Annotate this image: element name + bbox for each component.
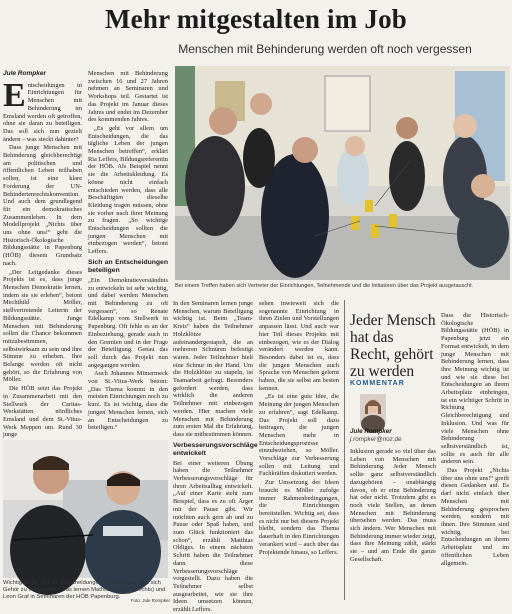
col3-subhead: Verbesserungsvorschläge entwickelt bbox=[173, 441, 258, 457]
col2-paragraph-1: Menschen mit Behinderung zwischen 16 und 27 Jahren nehmen an Seminaren und Workshops teil. Gestartet ist das Projekt im Januar dieses Jahres und endet im Dezember des kommenden Jahres. bbox=[88, 70, 168, 124]
comment-col-2 bbox=[441, 312, 509, 605]
main-photo-caption: Bei einem Treffen haben sich Vertreter der Einrichtungen, Teilnehmende und die Initiatoren über das Projekt ausgetauscht. bbox=[175, 283, 474, 289]
main-photo bbox=[175, 66, 510, 280]
col2-paragraph-2: „Es geht vor allem um Entscheidungen, die das tägliche Leben der jungen Menschen betreffen“, erklärt Ria Leffers, Bildungsreferentin der HÖB. Als Beispiel nennt sie die Arbeitskleidung. Es könne nicht einfach entschieden werden, dass alle Beschäftigten dieselbe Kleidung tragen müssen, ohne sie vorher nach ihrer Meinung zu fragen. „So wichtige Entscheidungen sollten die jungen Menschen mit einbezogen werden“, betont Leffers. bbox=[88, 124, 168, 256]
article-col-3 bbox=[173, 300, 258, 614]
col4-paragraph-2: „Es ist eine gute Idee, die Meinung der jungen Menschen zu erfahren“, sagt Edelkamp. Das Projekt soll dazu beitragen, die jungen Menschen mehr in Entscheidungsprozesse einzubeziehen, so Möller. Vorschläge zur Verbesserung sollen mit Leitung und Fachkräften diskutiert werden. bbox=[259, 393, 339, 478]
col2-subhead: Sich an Entscheidungen beteiligen bbox=[88, 258, 168, 274]
col1-paragraph-1: ntscheidungen in Einrichtungen für Menschen mit Behinderung im Emsland werden oft getroffen, ohne sie daran zu beteiligen. Das soll sich nun gezielt ändern – was steckt dahinter? bbox=[3, 81, 82, 143]
author-name: Jule Rompker bbox=[350, 428, 392, 435]
article-col-2 bbox=[88, 70, 168, 485]
dropcap: E bbox=[3, 76, 26, 114]
comment-paragraph-3: Das Projekt „Nichts über uns ohne uns!“ greift diesen Gedanken auf. Es darf nicht einfach über Menschen mit Behinderung gesprochen werden, sondern mit ihnen. Ihre Stimmen sind wichtig, bei Entscheidungen an ihrem Arbeitsplatz und im öffentlichen Leben allgemein. bbox=[441, 467, 509, 567]
comment-divider bbox=[344, 300, 345, 600]
col4-paragraph-1: sehen inwieweit sich die sogenannte Einrichtung in ihren Zielen und Vorstellungen anpassen lässt. Und auch war hier Teil dieses Projekts mit einbezogen, wie es der Dialog verändert werden kann. Besonders dabei ist es, dass die jungen Menschen auch Sprache von Menschen gelernt haben, die sie selbst am besten kennen. bbox=[259, 300, 339, 392]
secondary-photo bbox=[3, 440, 168, 578]
secondary-photo-caption: Wichtig ist es, sich an Entscheidungen zu beteiligen, und sich Gehör zu verschaffen. Das lernen Mathias Oldiges (rechts) und Leon Graf in Seminaren der HÖB Papenburg. bbox=[3, 580, 166, 600]
comment-author bbox=[350, 428, 402, 443]
headline: Mehr mitgestalten im Job bbox=[105, 4, 407, 34]
col2-paragraph-4: Auch Johannes Mimermeck von St.-Vitus-Werk betont: „Das Thema kommt in den meisten Einrichtungen noch zu kurz. Es ist wichtig, dass die jungen Menschen lernen, sich an Entscheidungen zu beteiligen.“ bbox=[88, 370, 168, 432]
col3-paragraph-2: Bei einer weiteren Übung haben die Teilnehmer Verbesserungsvorschläge für ihren Arbeitsalltag entwickelt. „Auf einer Karte steht zum Beispiel, dass es zu oft Ärger mit der Pause gibt. Wir möchten auch gern ab und zu Pause oder Spaß haben, und zum Glück funktioniert das schon“, erzählt Matthias Oldiges. In einem nächsten Schritt haben die Teilnehmer dann diese Verbesserungsvorschläge vorgestellt. Dazu haben die Teilnehmer selbst ausgearbeitet, wie sie ihre Ideen umsetzen können, erzählt Leffers. bbox=[173, 459, 253, 614]
col4-paragraph-3: Zur Umsetzung der Ideen braucht es Möller zufolge immer Rahmenbedingungen, die Einrichtungen bereitstellen. Wichtig sei, dass es nicht nur bei diesem Projekt bleibt, sondern das Thema dauerhaft in den Einrichtungen verankert wird – auch über das Projektende hinaus, so Leffers. bbox=[259, 479, 339, 556]
author-mail: j.rompker@noz.de bbox=[350, 435, 402, 443]
comment-headline: Jeder Mensch hat das Recht, gehört zu werden bbox=[350, 312, 436, 380]
comment-label: KOMMENTAR bbox=[350, 380, 405, 387]
col1-paragraph-3: „Der Leitgedanke dieses Projekts ist es, dass junge Menschen Demokratie lernen, indem sie sie erleben“, betont Mechthild Möller, stellvertretende Leiterin der Bildungsstätte. Junge Menschen mit Behinderung sollen die Chance bekommen mitzubestimmen, selbstwirksam zu sein und ihre Stimme zu erheben. Ihre Belange werden oft nicht gehört, so die Erfahrung von Möller. bbox=[3, 268, 82, 384]
col3-paragraph-1: In den Seminaren lernen junge Menschen, warum Beteiligung wichtig ist. Beim „Team-Kreis“ haben die Teilnehmer Holzklötze aufeinandergestapelt, die an mehreren Schnüren befestigt waren. Jeder Teilnehmer hielt eine Schnur in der Hand. Um die Holzklötze zu stapeln, ist Teamarbeit gefragt. Besonders gefordert werden, dass wirklich die anderen Teilnehmer mit einbezogen werden. Hier machen viele Menschen mit Behinderung zum ersten Mal die Erfahrung, dass sie mitbestimmen können. bbox=[173, 300, 253, 438]
comment-body bbox=[350, 448, 436, 603]
author-portrait bbox=[360, 394, 386, 424]
subline: Menschen mit Behinderung werden oft noch vergessen bbox=[178, 42, 472, 56]
col1-paragraph-4: Die HÖB setzt das Projekt in Zusammenarbeit mit den Stellwerk der Caritas-Werkstätten nördliches Emsland und dem St.-Vitus-Werk Meppen um. Rund 30 junge bbox=[3, 385, 82, 439]
col1-paragraph-2: Dass junge Menschen mit Behinderung gleichberechtigt am politischen und öffentlichen Leben teilhaben sollen, ist eine klare Forderung der UN-Behindertenrechtskonvention. Und auch dem grundlegend für ein demokratisches Zusammenleben. In dem Modellprojekt „Nichts über uns ohne uns!“ geht die Historisch-Ökologische Bildungsstätte in Papenburg (HÖB) diesem Grundsatz nach. bbox=[3, 144, 82, 267]
article-col-1 bbox=[3, 70, 82, 485]
comment-paragraph-2: Dass die Historisch-Ökologische Bildungsstätte (HÖB) in Papenburg jetzt ein Format entwickelt, in dem junge Menschen mit Behinderung lernen, dass ihre Meinung wichtig ist und wie sie diese bei Entscheidungen an ihrem Arbeitsplatz einbringen, ist ein wichtiger Schritt in Richtung Gleichberechtigung und Inklusion. Und was für viele Menschen ohne Behinderung selbstverständlich ist, sollte es auch für alle anderen sein. bbox=[441, 312, 509, 466]
photo-credit: Foto: Jule Rompker bbox=[130, 598, 170, 603]
col2-paragraph-3: „Ein Demokratieverständnis zu entwickeln ist sehr wichtig, und dabei werden Menschen mit Behinderung zu oft vergessen“, so Renate Edelkamp vom Stellwerk in Papenburg. Oft fehle es an der Einbeziehung, gerade auch in den Gremien und in der Frage der Beteiligung. Genau das soll durch das Projekt nun angegangen werden. bbox=[88, 276, 168, 369]
article-col-4 bbox=[259, 300, 339, 605]
byline: Jule Rompker bbox=[3, 70, 46, 77]
comment-paragraph-1: Inklusion gerade so viel über das Leben von Menschen mit Behinderung. Jeder Mensch sollte ganz selbstverständlich dazugehören – unabhängig davon, ob er eine Behinderung hat oder nicht. Trotzdem gibt es noch viele Stellen, an denen Menschen mit Behinderung übersehen werden. Das muss sich ändern. Wer Menschen mit Behinderung immer wieder zeigt, dass ihre Meinung zählt, stärkt sie – und am Ende die ganze Gesellschaft. bbox=[350, 448, 436, 563]
